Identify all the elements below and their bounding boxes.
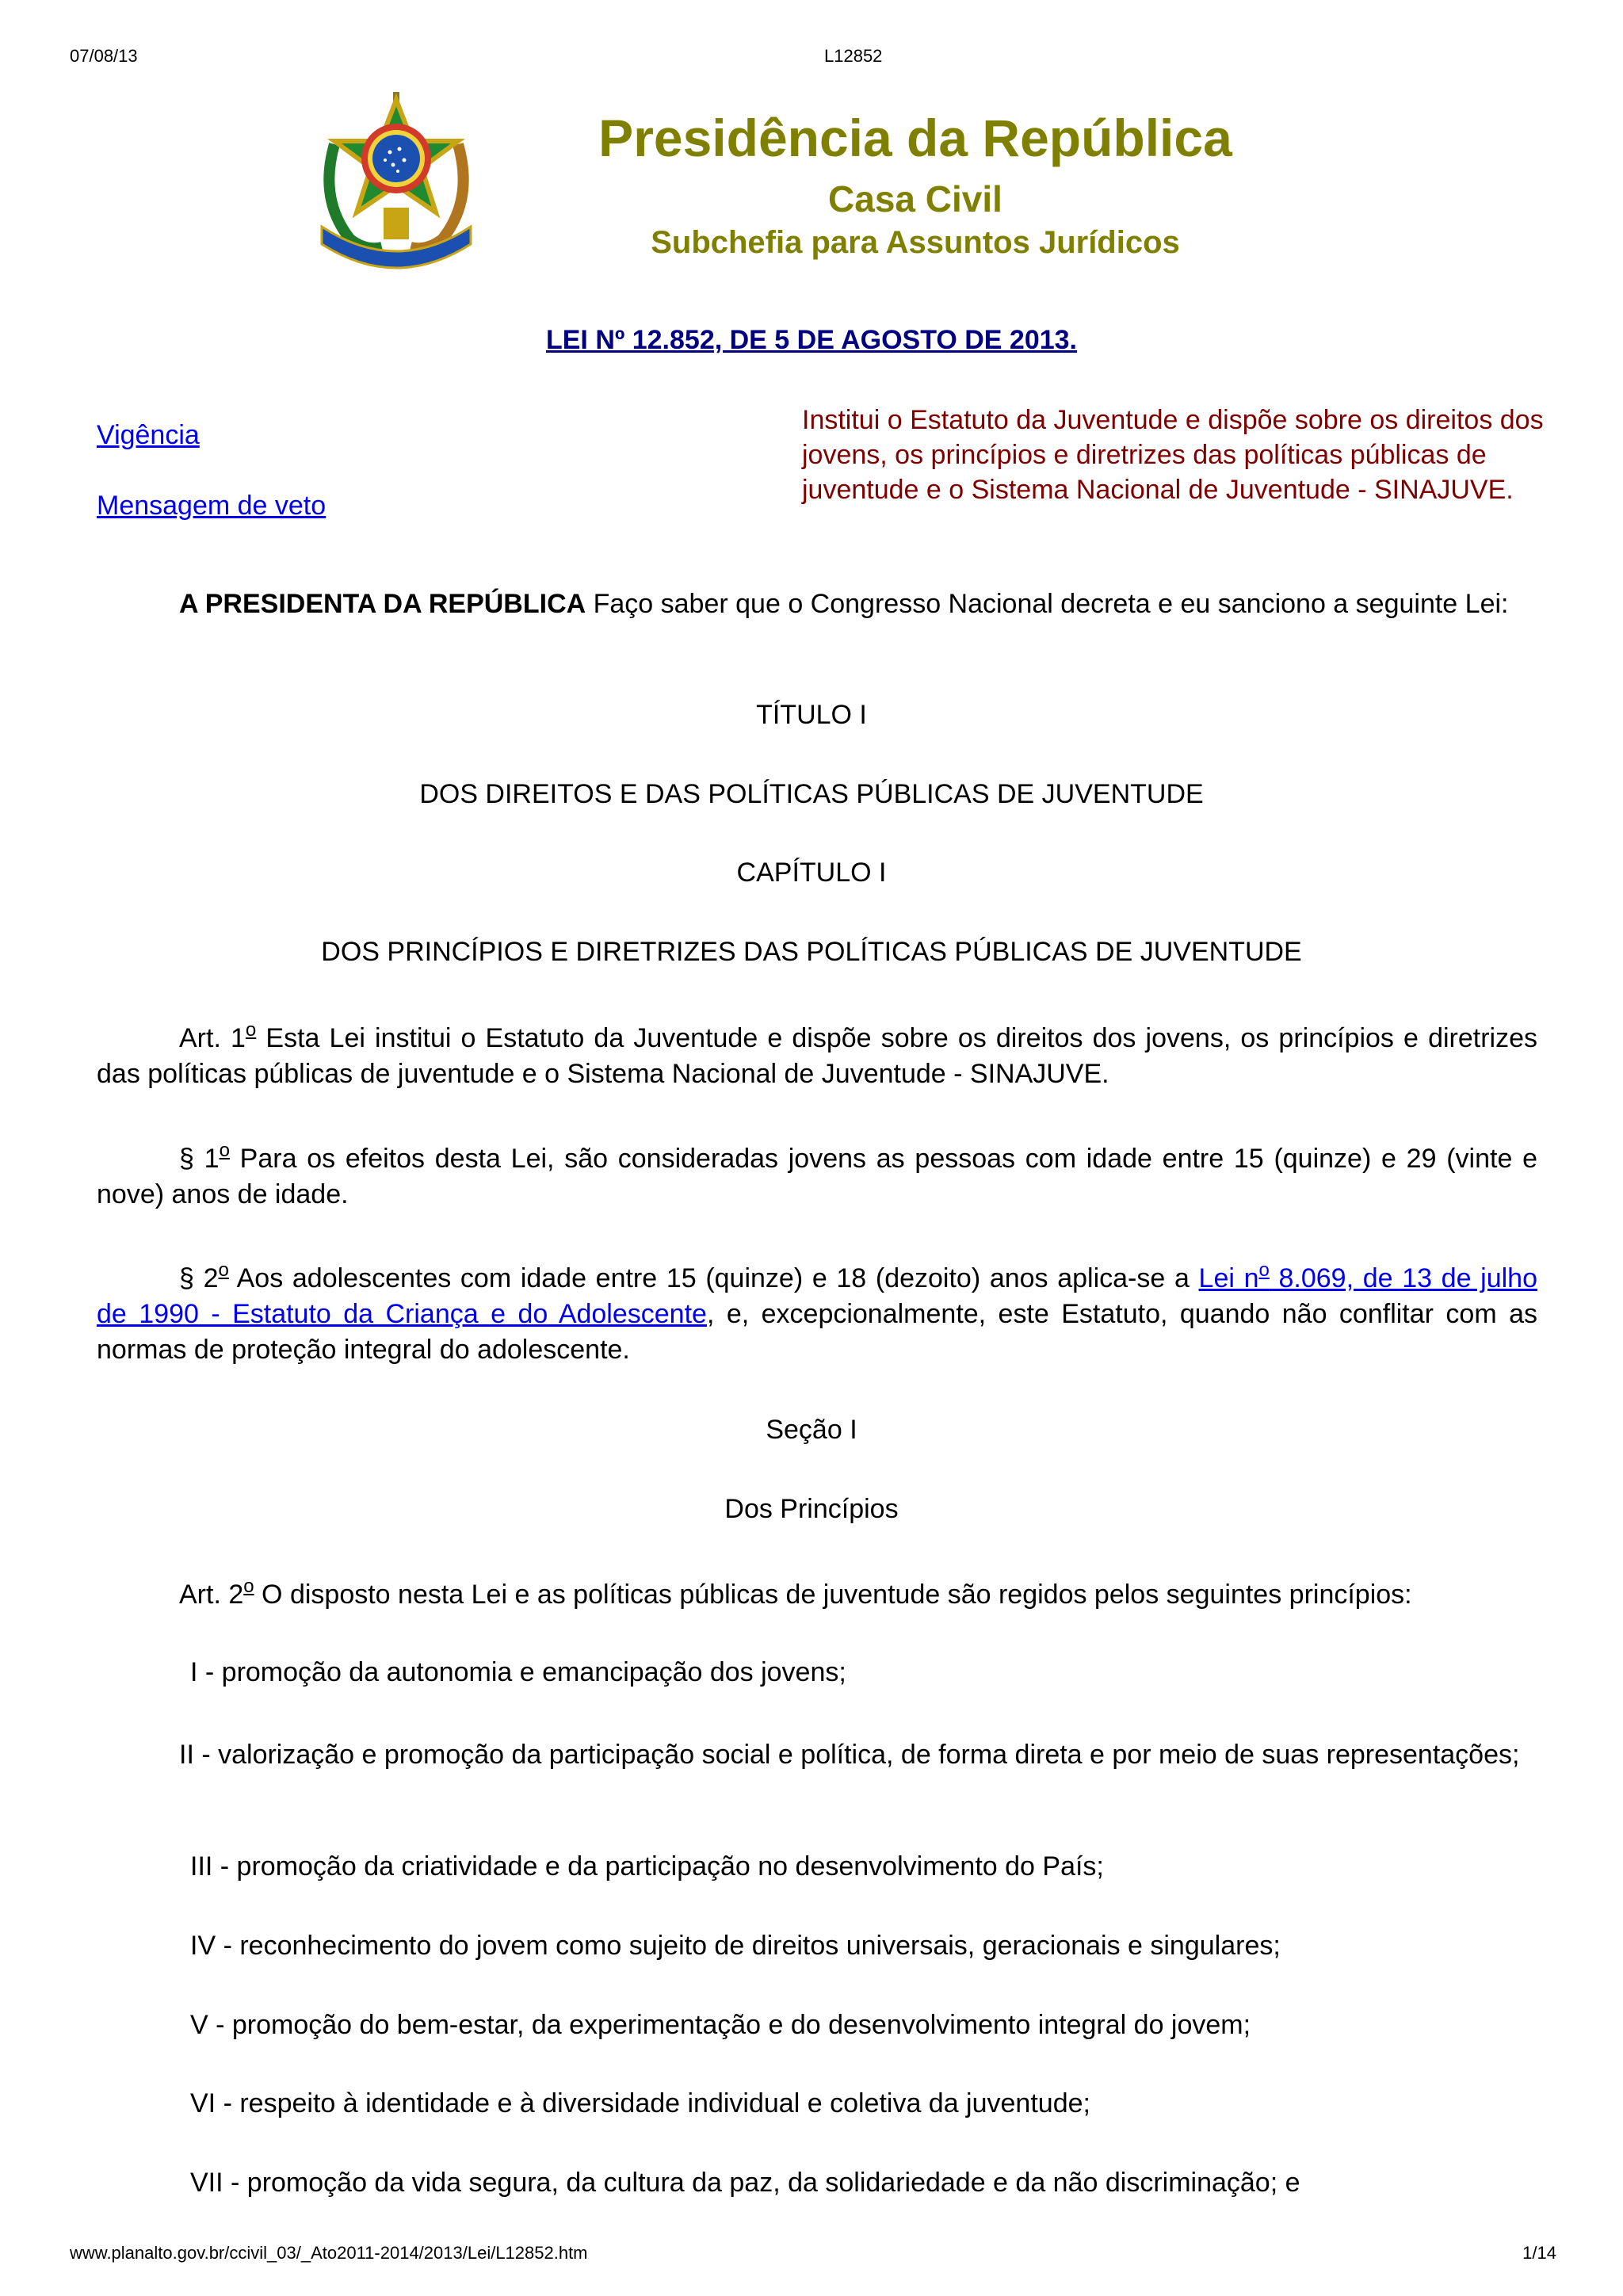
inciso-iv: IV - reconhecimento do jovem como sujeito de direitos universais, geracionais e singulares; — [190, 1931, 1281, 1961]
art-1 — [97, 1021, 1537, 1092]
brazil-coat-of-arms-icon — [311, 89, 482, 271]
law-title — [0, 325, 1623, 356]
print-date: 07/08/13 — [70, 46, 138, 66]
subchefia-title: Subchefia para Assuntos Jurídicos — [651, 225, 1180, 260]
paragraph-1 — [97, 1141, 1537, 1213]
capitulo-heading: CAPÍTULO I — [736, 858, 887, 888]
preamble-text: Faço saber que o Congresso Nacional decreta e eu sanciono a seguinte Lei: — [586, 589, 1509, 619]
paragraph-2-label: § 2 — [179, 1263, 219, 1293]
casa-civil-title — [475, 178, 1355, 220]
art-1-text: Esta Lei institui o Estatuto da Juventude e dispõe sobre os direitos dos jovens, os princípios e diretrizes das políticas públicas de juventude e o Sistema Nacional de Juventude - SINAJUVE. — [97, 1023, 1537, 1089]
preamble — [97, 586, 1537, 622]
art-1-ordinal: o — [245, 1019, 257, 1041]
eca-link-ordinal: o — [1258, 1259, 1270, 1281]
paragraph-1-text: Para os efeitos desta Lei, são consideradas jovens as pessoas com idade entre 15 (quinze) e 29 (vinte e nove) anos de idade. — [97, 1144, 1538, 1209]
inciso-iii: III - promoção da criatividade e da participação no desenvolvimento do País; — [190, 1851, 1104, 1881]
titulo-heading: TÍTULO I — [756, 700, 867, 730]
paragraph-2-ordinal: o — [218, 1259, 229, 1281]
capitulo-name-heading: DOS PRINCÍPIOS E DIRETRIZES DAS POLÍTICAS PÚBLICAS DE JUVENTUDE — [321, 937, 1302, 967]
paragraph-1-ordinal: o — [219, 1140, 230, 1161]
casa-civil-text: Casa Civil — [828, 178, 1002, 220]
paragraph-2-text-after: , e, excepcionalmente, este Estatuto, quando não conflitar com as normas de proteção integral do adolescente. — [97, 1299, 1537, 1365]
art-2-label: Art. 2 — [179, 1580, 244, 1610]
inciso-vi: VI - respeito à identidade e à diversidade individual e coletiva da juventude; — [190, 2088, 1090, 2118]
art-2 — [97, 1577, 1537, 1613]
inciso-i: I - promoção da autonomia e emancipação dos jovens; — [190, 1657, 846, 1687]
presidencia-title: Presidência da República — [598, 109, 1232, 167]
ementa: Institui o Estatuto da Juventude e dispõe sobre os direitos dos jovens, os princípios e diretrizes das políticas públicas de juventude e o Sistema Nacional de Juventude - SINAJUVE. — [802, 405, 1544, 505]
paragraph-1-label: § 1 — [179, 1144, 220, 1174]
art-2-ordinal: o — [243, 1576, 254, 1597]
secao-heading: Seção I — [766, 1415, 857, 1445]
paragraph-2 — [97, 1261, 1537, 1368]
art-1-label: Art. 1 — [179, 1023, 246, 1053]
inciso-v: V - promoção do bem-estar, da experimentação e do desenvolvimento integral do jovem; — [190, 2010, 1251, 2040]
art-2-text: O disposto nesta Lei e as políticas públicas de juventude são regidos pelos seguintes princípios: — [254, 1580, 1412, 1610]
titulo-name-heading: DOS DIREITOS E DAS POLÍTICAS PÚBLICAS DE JUVENTUDE — [419, 779, 1204, 809]
vigencia-link[interactable]: Vigência — [97, 420, 200, 450]
secao-name-heading: Dos Princípios — [724, 1494, 899, 1524]
inciso-vii: VII - promoção da vida segura, da cultura da paz, da solidariedade e da não discriminação; e — [190, 2168, 1300, 2198]
print-page-number: 1/14 — [1522, 2243, 1556, 2263]
inciso-ii: II - valorização e promoção da participação social e política, de forma direta e por meio de suas representações; — [179, 1740, 1520, 1770]
mensagem-de-veto-link[interactable]: Mensagem de veto — [97, 491, 327, 521]
print-url: www.planalto.gov.br/ccivil_03/_Ato2011-2014/2013/Lei/L12852.htm — [70, 2243, 588, 2263]
law-title-link[interactable]: LEI Nº 12.852, DE 5 DE AGOSTO DE 2013. — [545, 325, 1078, 355]
eca-link-pre: Lei n — [1198, 1263, 1259, 1293]
print-title: L12852 — [824, 46, 883, 66]
preamble-bold: A PRESIDENTA DA REPÚBLICA — [179, 589, 586, 619]
paragraph-2-text-before: Aos adolescentes com idade entre 15 (quinze) e 18 (dezoito) anos aplica-se a — [228, 1263, 1199, 1293]
eca-link-post: 8.069, de 13 de julho de 1990 - Estatuto da Criança e do Adolescente — [97, 1263, 1537, 1329]
